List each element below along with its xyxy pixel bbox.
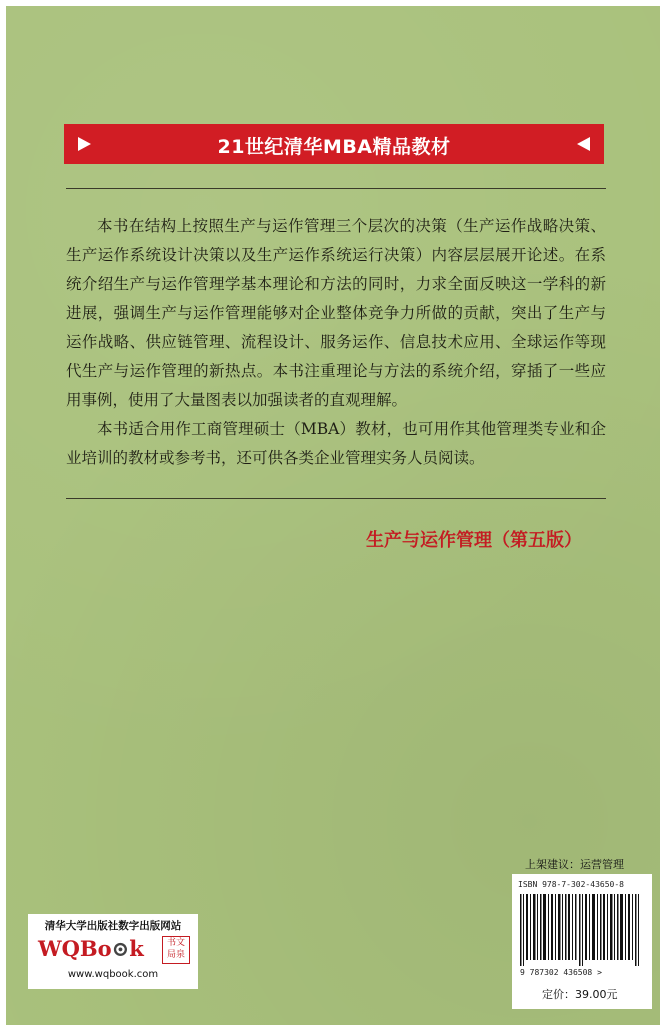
shelving-category: 上架建议：运营管理	[525, 858, 624, 871]
logo-o-mark: ⊙	[111, 936, 130, 961]
publisher-url: www.wqbook.com	[67, 969, 159, 980]
description-paragraph-2: 本书适合用作工商管理硕士（MBA）教材，也可用作其他管理类专业和企业培训的教材或参考书，还可供各类企业管理实务人员阅读。	[66, 420, 606, 467]
logo-main-text: WQBo	[38, 936, 112, 961]
description-paragraph-1: 本书在结构上按照生产与运作管理三个层次的决策（生产运作战略决策、生产运作系统设计决策以及生产运作系统运行决策）内容层层展开论述。在系统介绍生产与运作管理学基本理论和方法的同时，力求全面反映这一学科的新进展，强调生产与运作管理能够对企业整体竞争力所做的贡献，突出了生产与运作战略、供应链管理、流程设计、服务运作、信息技术应用、全球运作等现代生产与运作管理的新热点。本书注重理论与方法的系统介绍，穿插了一些应用事例，使用了大量图表以加强读者的直观理解。	[66, 217, 606, 409]
barcode-digits: 9 787302 436508 >	[520, 968, 602, 977]
book-title-edition: 生产与运作管理（第五版）	[366, 530, 582, 551]
isbn-number: ISBN 978-7-302-43650-8	[518, 880, 624, 889]
top-divider	[66, 188, 606, 189]
series-title: 21世纪清华MBA精品教材	[217, 136, 451, 158]
series-banner	[64, 124, 604, 164]
publisher-seal-icon: 书文局泉	[162, 936, 190, 964]
publisher-panel	[28, 914, 198, 989]
bottom-divider	[66, 498, 606, 499]
book-description	[66, 212, 606, 473]
price-label: 定价：39.00元	[542, 988, 618, 1001]
barcode-panel	[512, 874, 652, 1009]
publisher-name: 清华大学出版社数字出版网站	[44, 920, 182, 932]
triangle-left-icon	[577, 137, 590, 151]
logo-tail-text: k	[129, 936, 144, 961]
wqbook-logo	[38, 936, 144, 961]
book-back-cover	[6, 6, 660, 1025]
barcode-icon	[518, 894, 646, 966]
